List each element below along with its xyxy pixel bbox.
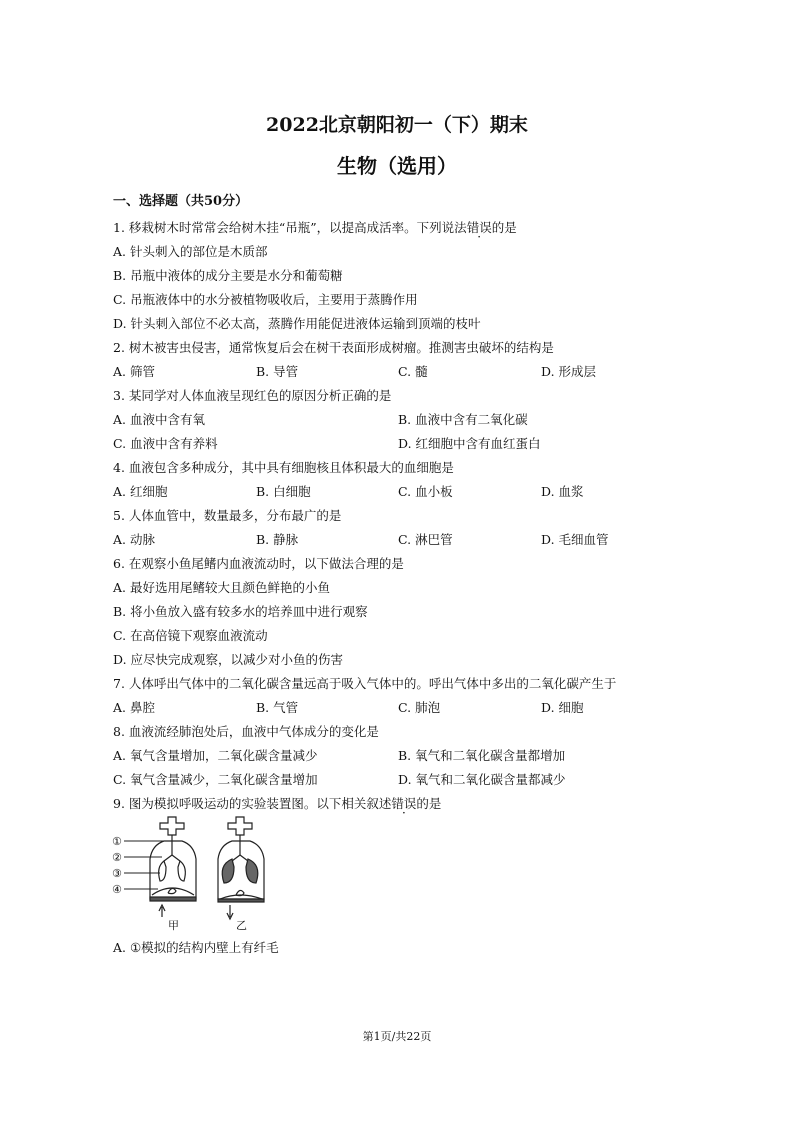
q5-option-d: D. 毛细血管 [541,532,609,547]
q7-option-c: C. 肺泡 [398,700,441,715]
q5-option-b: B. 静脉 [256,532,299,547]
q2-option-a: A. 筛管 [113,364,155,379]
q2-option-d: D. 形成层 [541,364,597,379]
q1-option-a: A. 针头刺入的部位是木质部 [113,244,268,259]
label-1: ① [112,835,122,848]
label-2: ② [112,851,122,864]
section-heading: 一、选择题（共50分） [113,194,249,209]
q8-option-d: D. 氧气和二氧化碳含量都减少 [398,772,566,787]
question-3-stem: 3. 某同学对人体血液呈现红色的原因分析正确的是 [113,388,392,403]
q8-option-c: C. 氧气含量减少，二氧化碳含量增加 [113,772,318,787]
q7-option-b: B. 气管 [256,700,299,715]
question-4-stem: 4. 血液包含多种成分，其中具有细胞核且体积最大的血细胞是 [113,460,454,475]
q5-option-a: A. 动脉 [113,532,155,547]
q6-option-d: D. 应尽快完成观察，以减少对小鱼的伤害 [113,652,344,667]
question-8-stem: 8. 血液流经肺泡处后，血液中气体成分的变化是 [113,724,379,739]
q5-option-c: C. 淋巴管 [398,532,453,547]
q3-option-c: C. 血液中含有养料 [113,436,218,451]
q9-option-a: A. ①模拟的结构内壁上有纤毛 [113,940,279,955]
question-6-stem: 6. 在观察小鱼尾鳍内血液流动时，以下做法合理的是 [113,556,404,571]
q8-option-b: B. 氧气和二氧化碳含量都增加 [398,748,566,763]
q4-option-a: A. 红细胞 [113,484,168,499]
q7-option-a: A. 鼻腔 [113,700,155,715]
q2-option-c: C. 髓 [398,364,428,379]
question-7-stem: 7. 人体呼出气体中的二氧化碳含量远高于吸入气体中的。呼出气体中多出的二氧化碳产生于 [113,676,617,691]
q1-option-c: C. 吊瓶液体中的水分被植物吸收后，主要用于蒸腾作用 [113,292,418,307]
q3-option-d: D. 红细胞中含有血红蛋白 [398,436,541,451]
q1-option-d: D. 针头刺入部位不必太高，蒸腾作用能促进液体运输到顶端的枝叶 [113,316,481,331]
q4-option-b: B. 白细胞 [256,484,311,499]
question-5-stem: 5. 人体血管中，数量最多，分布最广的是 [113,508,342,523]
page-title: 2022北京朝阳初一（下）期末 [266,114,528,136]
q4-option-d: D. 血浆 [541,484,584,499]
jar-jia [150,817,196,917]
label-4: ④ [112,883,122,896]
q6-option-a: A. 最好选用尾鳍较大且颜色鲜艳的小鱼 [113,580,330,595]
question-2-stem: 2. 树木被害虫侵害，通常恢复后会在树干表面形成树瘤。推测害虫破坏的结构是 [113,340,554,355]
page-subtitle: 生物（选用） [337,154,457,178]
q4-option-c: C. 血小板 [398,484,453,499]
q8-option-a: A. 氧气含量增加，二氧化碳含量减少 [113,748,318,763]
label-3: ③ [112,867,122,880]
emphasis-text: 错误 [466,220,492,235]
q1-option-b: B. 吊瓶中液体的成分主要是水分和葡萄糖 [113,268,343,283]
emphasis-text: 错误 [391,796,417,811]
q3-option-a: A. 血液中含有氧 [113,412,205,427]
label-yi: 乙 [236,919,247,932]
q7-option-d: D. 细胞 [541,700,584,715]
q3-option-b: B. 血液中含有二氧化碳 [398,412,528,427]
page-footer: 第1页/共22页 [362,1030,432,1043]
question-9-stem: 9. 图为模拟呼吸运动的实验装置图。以下相关叙述错误的是 [113,796,442,811]
q6-option-c: C. 在高倍镜下观察血液流动 [113,628,268,643]
breathing-model-figure [110,815,290,933]
question-1-stem: 1. 移栽树木时常常会给树木挂“吊瓶”，以提高成活率。下列说法错误的是 [113,220,517,235]
q6-option-b: B. 将小鱼放入盛有较多水的培养皿中进行观察 [113,604,368,619]
label-jia: 甲 [168,919,179,932]
jar-yi [218,817,264,919]
q2-option-b: B. 导管 [256,364,299,379]
